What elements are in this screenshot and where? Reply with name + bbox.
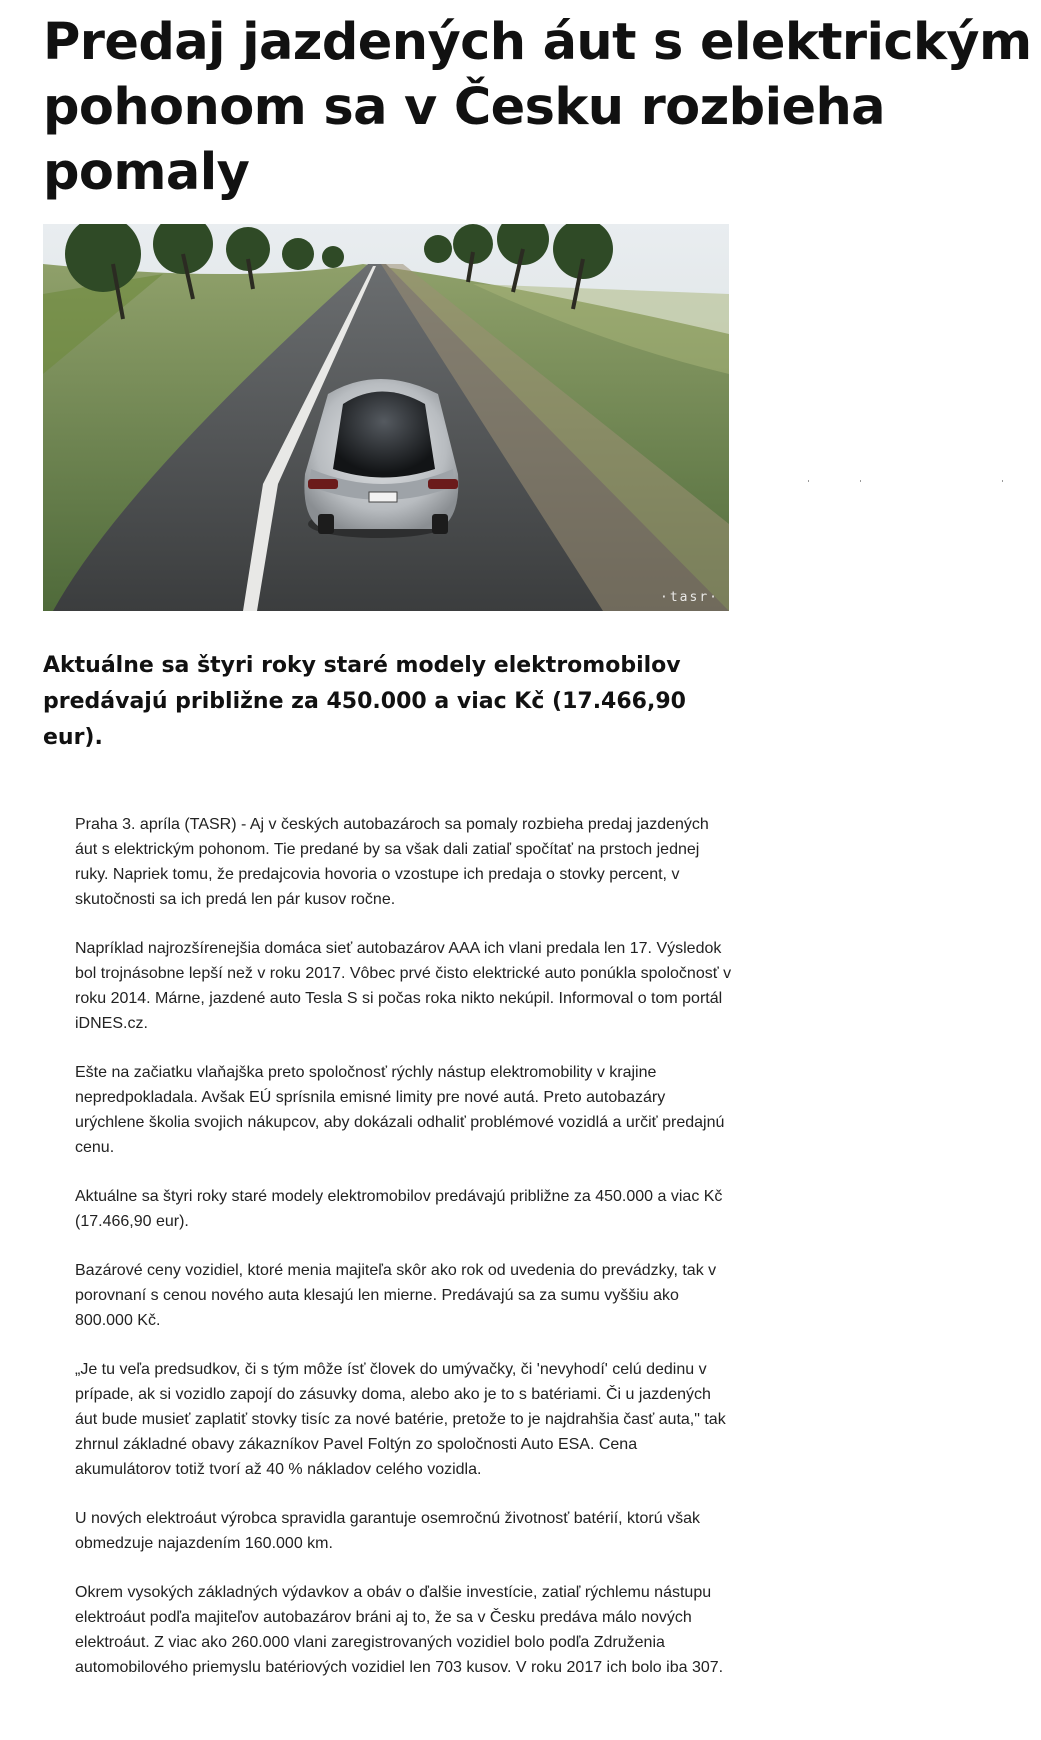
article-paragraph: U nových elektroáut výrobca spravidla garantuje osemročnú životnosť batérií, ktorú však obmedzuje najazdením 160.000 km. [75, 1510, 700, 1552]
article-paragraph: Napríklad najrozšírenejšia domáca sieť autobazárov AAA ich vlani predala len 17. Výsledok bol trojnásobne lepší než v roku 2017. Vôbec prvé čisto elektrické auto ponúkla spoločnosť v roku 2014. Márne, jazdené auto Tesla S si počas roka nikto nekúpil. Informoval o tom portál iDNES.cz. [75, 940, 732, 1032]
dot-mark [1002, 480, 1003, 482]
dot-mark [808, 480, 809, 482]
article-body [75, 812, 735, 1704]
decorative-dots [808, 480, 1003, 484]
article-hero-image [43, 224, 729, 611]
photo-watermark: ·tasr· [660, 590, 719, 605]
article-paragraph: Praha 3. apríla (TASR) - Aj v českých autobazároch sa pomaly rozbieha predaj jazdených áut s elektrickým pohonom. Tie predané by sa však dali zatiaľ spočítať na prstoch jednej ruky. Napriek tomu, že predajcovia hovoria o vzostupe ich predaja o stovky percent, v skutočnosti sa ich predá len pár kusov ročne. [75, 816, 709, 908]
article-perex: Aktuálne sa štyri roky staré modely elektromobilov predávajú približne za 450.000 a viac Kč (17.466,90 eur). [43, 653, 686, 750]
article-paragraph: Okrem vysokých základných výdavkov a obáv o ďalšie investície, zatiaľ rýchlemu nástupu elektroáut podľa majiteľov autobazárov bráni aj to, že sa v Česku predáva málo nových elektroáut. Z viac ako 260.000 vlani zaregistrovaných vozidiel bolo podľa Združenia automobilového priemyslu batériových vozidiel len 703 kusov. V roku 2017 ich bolo iba 307. [75, 1584, 724, 1676]
dot-mark [860, 480, 861, 482]
article-title: Predaj jazdených áut s elektrickým pohonom sa v Česku rozbieha pomaly [43, 13, 1032, 202]
article-paragraph: „Je tu veľa predsudkov, či s tým môže ísť človek do umývačky, či 'nevyhodí' celú dedinu v prípade, ak si vozidlo zapojí do zásuvky doma, alebo ako je to s batériami. Či u jazdených áut bude musieť zaplatiť stovky tisíc za nové batérie, pretože to je najdrahšia časť auta," tak zhrnul základné obavy zákazníkov Pavel Foltýn zo spoločnosti Auto ESA. Cena akumulátorov totiž tvorí až 40 % nákladov celého vozidla. [75, 1361, 726, 1478]
car-road-photo-icon [43, 224, 729, 611]
article-paragraph: Ešte na začiatku vlaňajška preto spoločnosť rýchly nástup elektromobility v krajine nepredpokladala. Avšak EÚ sprísnila emisné limity pre nové autá. Preto autobazáry urýchlene školia svojich nákupcov, aby dokázali odhaliť problémové vozidlá a určiť predajnú cenu. [75, 1064, 725, 1156]
article-paragraph: Aktuálne sa štyri roky staré modely elektromobilov predávajú približne za 450.000 a viac Kč (17.466,90 eur). [75, 1188, 723, 1230]
article-paragraph: Bazárové ceny vozidiel, ktoré menia majiteľa skôr ako rok od uvedenia do prevádzky, tak v porovnaní s cenou nového auta klesajú len mierne. Predávajú sa za sumu vyššiu ako 800.000 Kč. [75, 1262, 717, 1329]
